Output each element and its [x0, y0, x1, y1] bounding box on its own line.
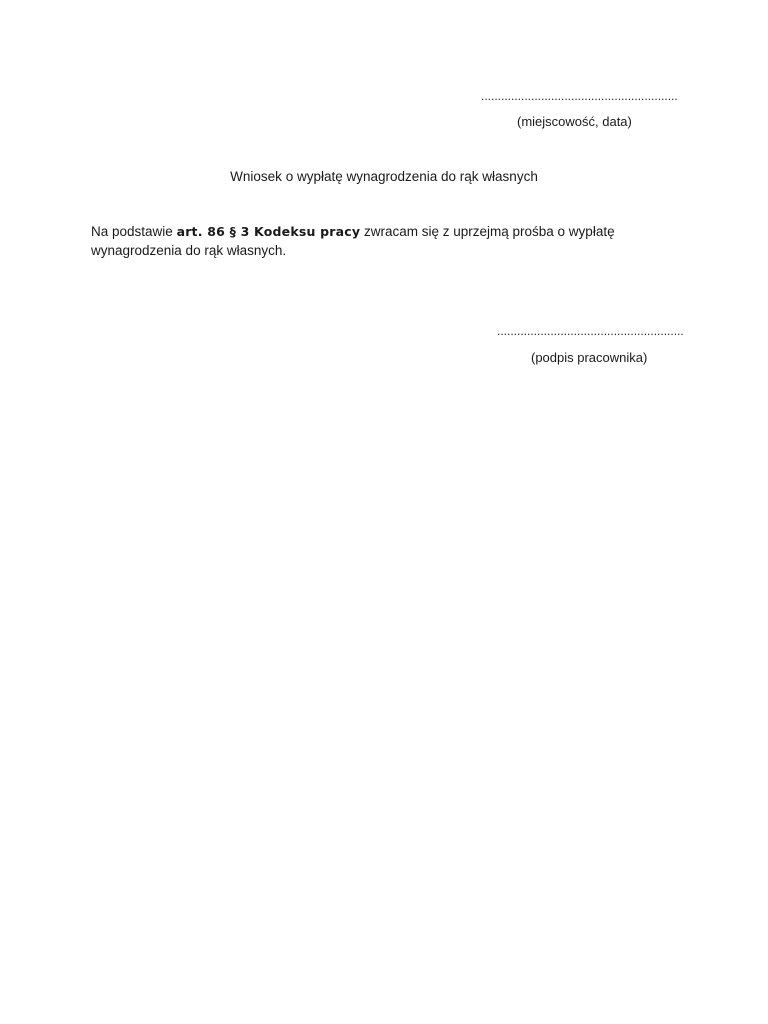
signature-caption: (podpis pracownika) [531, 350, 648, 365]
legal-reference: art. 86 § 3 Kodeksu pracy [176, 224, 361, 239]
body-rest-line2: wynagrodzenia do rąk własnych. [91, 243, 287, 258]
place-date-caption: (miejscowość, data) [517, 114, 632, 129]
place-date-dotted-line: ........................................................... [481, 89, 678, 103]
document-body [91, 222, 681, 260]
signature-dotted-line: ........................................................ [497, 324, 684, 338]
document-title: Wniosek o wypłatę wynagrodzenia do rąk własnych [230, 169, 538, 184]
body-rest-line1: zwracam się z uprzejmą prośba o wypłatę [360, 224, 615, 239]
body-intro: Na podstawie [91, 224, 177, 239]
